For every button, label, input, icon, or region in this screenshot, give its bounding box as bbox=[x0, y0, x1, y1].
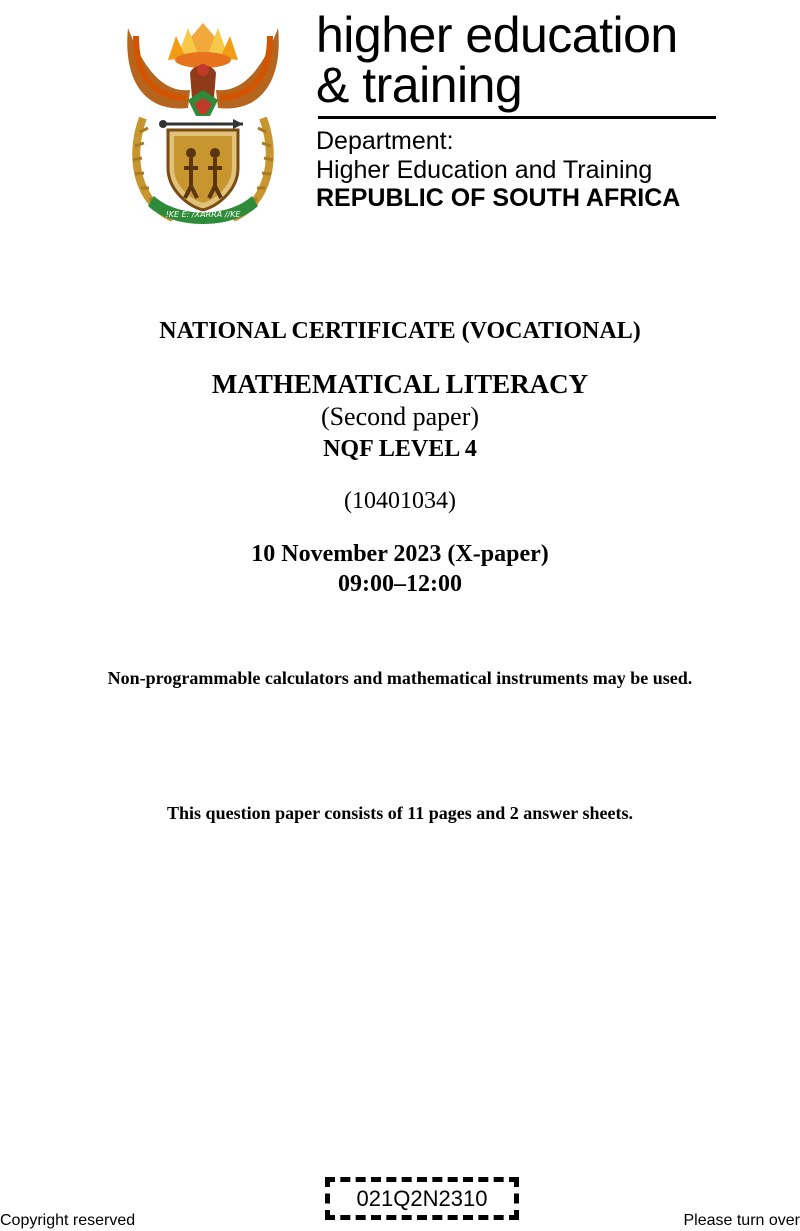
exam-date: 10 November 2023 (X-paper) bbox=[251, 541, 549, 567]
page-count-note: This question paper consists of 11 pages and 2 answer sheets. bbox=[167, 803, 633, 823]
subject-title: MATHEMATICAL LITERACY bbox=[211, 369, 589, 399]
paper-code-box: 021Q2N2310 bbox=[325, 1177, 519, 1220]
brand-title-line1: higher education bbox=[316, 7, 678, 63]
certificate-title: NATIONAL CERTIFICATE (VOCATIONAL) bbox=[159, 318, 641, 344]
copyright-notice: Copyright reserved bbox=[0, 1212, 136, 1229]
coat-of-arms-logo bbox=[118, 18, 288, 233]
shield-icon bbox=[168, 130, 238, 210]
sun-rays-icon bbox=[168, 23, 238, 68]
svg-text:!KE E: /XARRA //KE: !KE E: /XARRA //KE bbox=[165, 210, 241, 219]
country-name: REPUBLIC OF SOUTH AFRICA bbox=[316, 184, 681, 212]
brand-title-line2: & training bbox=[316, 57, 523, 113]
exam-time: 09:00–12:00 bbox=[338, 571, 462, 597]
paper-number: (Second paper) bbox=[320, 402, 480, 431]
brand-divider bbox=[318, 116, 716, 119]
department-label: Department: bbox=[316, 127, 454, 155]
nqf-level: NQF LEVEL 4 bbox=[323, 436, 477, 462]
calculator-instruction: Non-programmable calculators and mathematical instruments may be used. bbox=[107, 668, 693, 688]
department-name: Higher Education and Training bbox=[316, 156, 653, 184]
turn-over-notice: Please turn over bbox=[683, 1212, 800, 1229]
subject-code: (10401034) bbox=[344, 488, 456, 514]
